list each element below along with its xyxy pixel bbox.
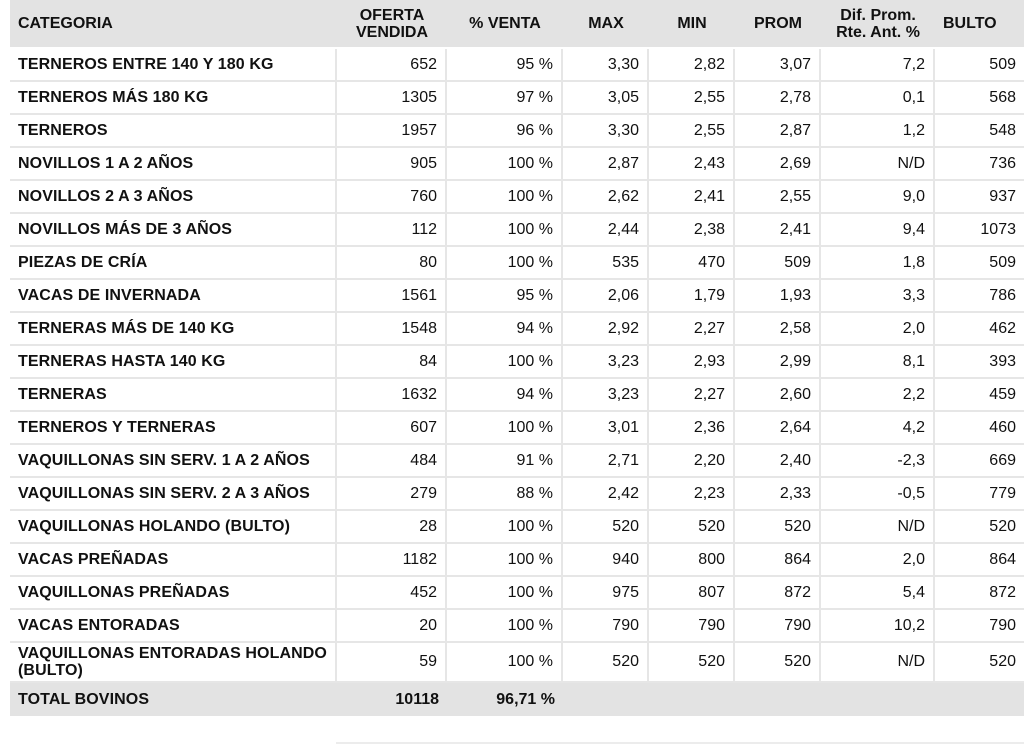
cell-min: 2,38 (649, 214, 735, 247)
header-line: MAX (588, 15, 624, 32)
cell-prom: 1,93 (735, 280, 821, 313)
cell-min: 790 (649, 610, 735, 643)
cell-porcentaje-venta: 94 % (447, 313, 563, 346)
total-cell: 96,71 % (447, 683, 563, 716)
cell-prom: 509 (735, 247, 821, 280)
cell-dif-prom: N/D (821, 511, 935, 544)
cell-bulto: 460 (935, 412, 1024, 445)
table-row (10, 313, 1024, 346)
cell-min: 520 (649, 643, 735, 683)
header-line: VENDIDA (355, 23, 428, 41)
cell-max: 2,87 (563, 148, 649, 181)
cell-categoria: VACAS DE INVERNADA (10, 280, 337, 313)
cell-prom: 520 (735, 511, 821, 544)
cell-min: 2,43 (649, 148, 735, 181)
header-min (649, 0, 735, 49)
cell-oferta-vendida: 279 (337, 478, 447, 511)
cell-min: 1,79 (649, 280, 735, 313)
cell-categoria: VAQUILLONAS ENTORADAS HOLANDO (BULTO) (10, 643, 337, 683)
cell-oferta-vendida: 1632 (337, 379, 447, 412)
cell-bulto: 520 (935, 643, 1024, 683)
table-row (10, 148, 1024, 181)
cell-oferta-vendida: 20 (337, 610, 447, 643)
cell-prom: 2,55 (735, 181, 821, 214)
cell-dif-prom: 1,8 (821, 247, 935, 280)
cell-categoria: TERNERAS MÁS DE 140 KG (10, 313, 337, 346)
header-porcentaje-venta (447, 0, 563, 49)
cell-dif-prom: 0,1 (821, 82, 935, 115)
cell-min: 2,23 (649, 478, 735, 511)
cell-max: 2,62 (563, 181, 649, 214)
cell-porcentaje-venta: 100 % (447, 181, 563, 214)
cell-oferta-vendida: 1957 (337, 115, 447, 148)
header-line: PROM (754, 15, 802, 32)
table-row (10, 247, 1024, 280)
cell-porcentaje-venta: 88 % (447, 478, 563, 511)
cell-prom: 3,07 (735, 49, 821, 82)
cell-prom: 2,99 (735, 346, 821, 379)
cell-categoria: TERNEROS (10, 115, 337, 148)
cell-dif-prom: 5,4 (821, 577, 935, 610)
table-row (10, 412, 1024, 445)
cell-oferta-vendida: 1561 (337, 280, 447, 313)
total-row (10, 683, 1024, 716)
header-oferta-vendida (337, 0, 447, 49)
header-line: MIN (677, 15, 707, 32)
cell-oferta-vendida: 760 (337, 181, 447, 214)
header-max (563, 0, 649, 49)
cell-bulto: 520 (935, 511, 1024, 544)
header-categoria (10, 0, 337, 49)
table-row (10, 115, 1024, 148)
cell-porcentaje-venta: 100 % (447, 148, 563, 181)
cell-max: 2,42 (563, 478, 649, 511)
cell-max: 535 (563, 247, 649, 280)
cell-max: 3,01 (563, 412, 649, 445)
cell-porcentaje-venta: 96 % (447, 115, 563, 148)
cell-min: 2,93 (649, 346, 735, 379)
cell-oferta-vendida: 59 (337, 643, 447, 683)
cell-prom: 2,58 (735, 313, 821, 346)
header-dif-prom (821, 0, 935, 49)
cell-dif-prom: 2,2 (821, 379, 935, 412)
cell-min: 470 (649, 247, 735, 280)
header-line: OFERTA (359, 6, 425, 24)
cell-prom: 872 (735, 577, 821, 610)
cell-prom: 2,33 (735, 478, 821, 511)
cell-dif-prom: -0,5 (821, 478, 935, 511)
cell-max: 2,06 (563, 280, 649, 313)
cell-porcentaje-venta: 100 % (447, 511, 563, 544)
cell-oferta-vendida: 905 (337, 148, 447, 181)
cell-dif-prom: 3,3 (821, 280, 935, 313)
cell-max: 2,92 (563, 313, 649, 346)
cell-categoria: PIEZAS DE CRÍA (10, 247, 337, 280)
cell-min: 2,55 (649, 115, 735, 148)
cell-max: 3,30 (563, 115, 649, 148)
cell-prom: 790 (735, 610, 821, 643)
table-row (10, 610, 1024, 643)
header-line: CATEGORIA (18, 15, 113, 32)
cell-porcentaje-venta: 100 % (447, 214, 563, 247)
header-line: Dif. Prom. (840, 6, 916, 24)
cell-bulto: 864 (935, 544, 1024, 577)
cell-categoria: VAQUILLONAS PREÑADAS (10, 577, 337, 610)
livestock-price-table (10, 0, 1024, 716)
table-row (10, 445, 1024, 478)
cell-categoria: TERNERAS (10, 379, 337, 412)
cell-bulto: 509 (935, 49, 1024, 82)
cell-dif-prom: -2,3 (821, 445, 935, 478)
cell-categoria: VACAS ENTORADAS (10, 610, 337, 643)
table-row (10, 181, 1024, 214)
cell-prom: 2,40 (735, 445, 821, 478)
cell-oferta-vendida: 28 (337, 511, 447, 544)
cell-bulto: 509 (935, 247, 1024, 280)
cell-max: 790 (563, 610, 649, 643)
cell-oferta-vendida: 112 (337, 214, 447, 247)
cell-dif-prom: 7,2 (821, 49, 935, 82)
cell-categoria: NOVILLOS 1 A 2 AÑOS (10, 148, 337, 181)
cell-bulto: 548 (935, 115, 1024, 148)
cell-bulto: 786 (935, 280, 1024, 313)
cell-categoria: VAQUILLONAS HOLANDO (BULTO) (10, 511, 337, 544)
cell-dif-prom: 8,1 (821, 346, 935, 379)
cell-porcentaje-venta: 91 % (447, 445, 563, 478)
cell-prom: 2,60 (735, 379, 821, 412)
cell-prom: 2,87 (735, 115, 821, 148)
cell-porcentaje-venta: 100 % (447, 412, 563, 445)
cell-oferta-vendida: 1548 (337, 313, 447, 346)
cell-porcentaje-venta: 100 % (447, 544, 563, 577)
cell-prom: 2,69 (735, 148, 821, 181)
cell-oferta-vendida: 80 (337, 247, 447, 280)
table-row (10, 511, 1024, 544)
table-row (10, 346, 1024, 379)
table-row (10, 643, 1024, 683)
cell-bulto: 937 (935, 181, 1024, 214)
cell-max: 520 (563, 511, 649, 544)
cell-bulto: 1073 (935, 214, 1024, 247)
cell-min: 2,82 (649, 49, 735, 82)
cell-dif-prom: 2,0 (821, 313, 935, 346)
cell-categoria: TERNEROS Y TERNERAS (10, 412, 337, 445)
cell-prom: 2,64 (735, 412, 821, 445)
table-row (10, 280, 1024, 313)
cell-porcentaje-venta: 95 % (447, 49, 563, 82)
cell-min: 2,27 (649, 313, 735, 346)
header-line: % VENTA (469, 15, 541, 32)
cell-oferta-vendida: 484 (337, 445, 447, 478)
header-bulto (935, 0, 1024, 49)
cell-oferta-vendida: 84 (337, 346, 447, 379)
total-cell (935, 683, 1024, 716)
cell-max: 940 (563, 544, 649, 577)
cell-bulto: 393 (935, 346, 1024, 379)
total-cell: 10118 (337, 683, 447, 716)
cell-min: 800 (649, 544, 735, 577)
table-row (10, 577, 1024, 610)
header-prom (735, 0, 821, 49)
total-cell (821, 683, 935, 716)
cell-min: 2,55 (649, 82, 735, 115)
cell-oferta-vendida: 1305 (337, 82, 447, 115)
cell-porcentaje-venta: 100 % (447, 610, 563, 643)
cell-max: 520 (563, 643, 649, 683)
cell-bulto: 459 (935, 379, 1024, 412)
cell-porcentaje-venta: 95 % (447, 280, 563, 313)
cell-bulto: 669 (935, 445, 1024, 478)
cell-categoria: VAQUILLONAS SIN SERV. 2 A 3 AÑOS (10, 478, 337, 511)
cell-categoria: NOVILLOS 2 A 3 AÑOS (10, 181, 337, 214)
table-row (10, 49, 1024, 82)
bottom-divider (336, 742, 1024, 744)
cell-min: 2,41 (649, 181, 735, 214)
total-cell (563, 683, 649, 716)
cell-max: 2,44 (563, 214, 649, 247)
table-body (10, 49, 1024, 716)
cell-dif-prom: 10,2 (821, 610, 935, 643)
cell-max: 3,23 (563, 379, 649, 412)
header-row (10, 0, 1024, 49)
cell-oferta-vendida: 452 (337, 577, 447, 610)
table-row (10, 544, 1024, 577)
cell-min: 2,36 (649, 412, 735, 445)
cell-bulto: 462 (935, 313, 1024, 346)
cell-dif-prom: 9,4 (821, 214, 935, 247)
cell-dif-prom: 2,0 (821, 544, 935, 577)
table-row (10, 82, 1024, 115)
total-label: TOTAL BOVINOS (10, 683, 337, 716)
cell-bulto: 568 (935, 82, 1024, 115)
cell-oferta-vendida: 607 (337, 412, 447, 445)
cell-categoria: NOVILLOS MÁS DE 3 AÑOS (10, 214, 337, 247)
cell-prom: 2,78 (735, 82, 821, 115)
cell-porcentaje-venta: 100 % (447, 346, 563, 379)
cell-dif-prom: 9,0 (821, 181, 935, 214)
cell-max: 975 (563, 577, 649, 610)
cell-dif-prom: N/D (821, 148, 935, 181)
cell-categoria: VAQUILLONAS SIN SERV. 1 A 2 AÑOS (10, 445, 337, 478)
table-row (10, 379, 1024, 412)
cell-min: 520 (649, 511, 735, 544)
cell-categoria: TERNEROS MÁS 180 KG (10, 82, 337, 115)
cell-min: 807 (649, 577, 735, 610)
header-line: Rte. Ant. % (836, 23, 920, 41)
cell-porcentaje-venta: 100 % (447, 247, 563, 280)
table-header (10, 0, 1024, 49)
cell-max: 3,30 (563, 49, 649, 82)
cell-dif-prom: 1,2 (821, 115, 935, 148)
cell-prom: 864 (735, 544, 821, 577)
cell-porcentaje-venta: 97 % (447, 82, 563, 115)
cell-categoria: TERNEROS ENTRE 140 Y 180 KG (10, 49, 337, 82)
cell-porcentaje-venta: 100 % (447, 577, 563, 610)
table-row (10, 478, 1024, 511)
total-cell (649, 683, 735, 716)
cell-prom: 520 (735, 643, 821, 683)
total-cell (735, 683, 821, 716)
cell-categoria: TERNERAS HASTA 140 KG (10, 346, 337, 379)
cell-bulto: 736 (935, 148, 1024, 181)
table-row (10, 214, 1024, 247)
cell-oferta-vendida: 1182 (337, 544, 447, 577)
cell-dif-prom: N/D (821, 643, 935, 683)
cell-max: 3,05 (563, 82, 649, 115)
cell-bulto: 790 (935, 610, 1024, 643)
cell-dif-prom: 4,2 (821, 412, 935, 445)
cell-min: 2,20 (649, 445, 735, 478)
cell-oferta-vendida: 652 (337, 49, 447, 82)
cell-max: 2,71 (563, 445, 649, 478)
cell-porcentaje-venta: 100 % (447, 643, 563, 683)
cell-porcentaje-venta: 94 % (447, 379, 563, 412)
header-line: BULTO (943, 15, 997, 32)
cell-max: 3,23 (563, 346, 649, 379)
cell-min: 2,27 (649, 379, 735, 412)
cell-categoria: VACAS PREÑADAS (10, 544, 337, 577)
cell-bulto: 779 (935, 478, 1024, 511)
cell-bulto: 872 (935, 577, 1024, 610)
cell-prom: 2,41 (735, 214, 821, 247)
